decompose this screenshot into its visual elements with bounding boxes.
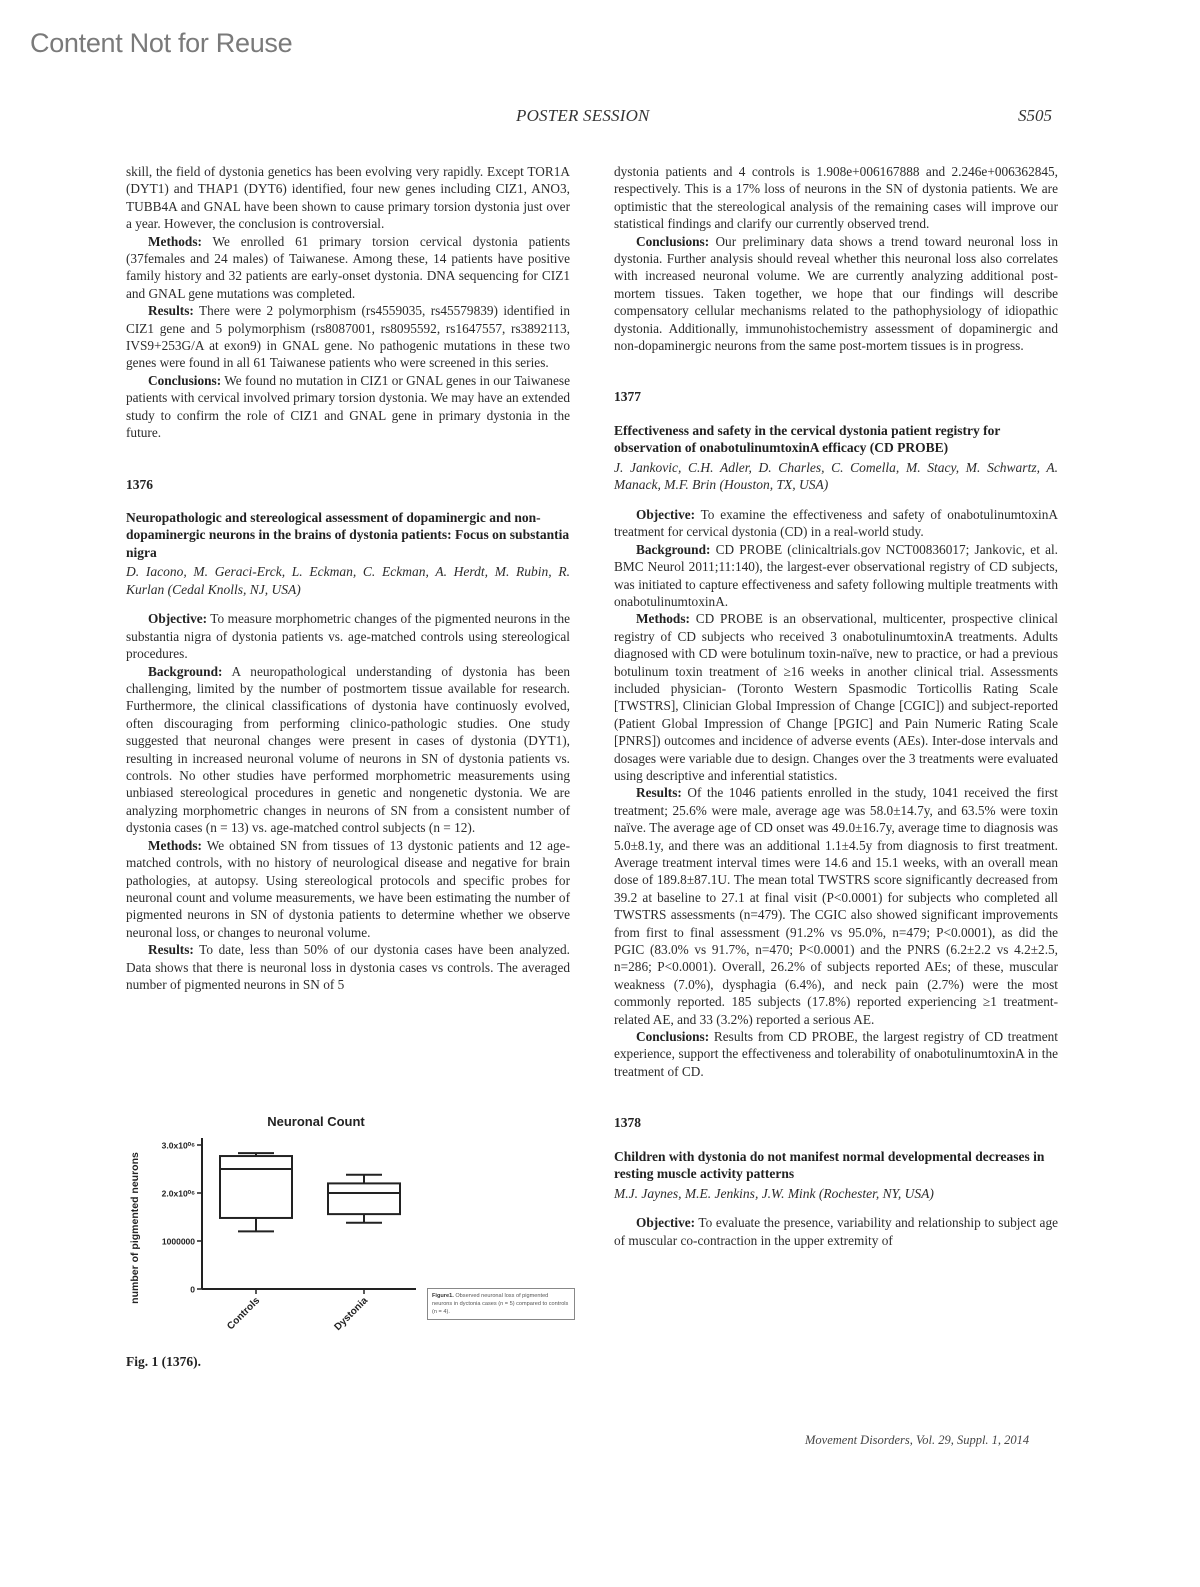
objective-text: To measure morphometric changes of the pigmented neurons in the substantia nigra of dystonia patients vs. age-matched controls using stereological procedures. — [126, 611, 570, 662]
iqr-box — [328, 1183, 400, 1214]
figure-caption: Fig. 1 (1376). — [126, 1354, 201, 1369]
methods-label: Methods: — [636, 611, 690, 627]
conclusions-label: Conclusions: — [148, 372, 222, 388]
conclusions-label: Conclusions: — [636, 1029, 710, 1045]
watermark: Content Not for Reuse — [30, 28, 293, 58]
chart-title: Neuronal Count — [267, 1114, 365, 1129]
objective-label: Objective: — [636, 1215, 696, 1231]
methods-1376 — [126, 837, 570, 941]
continuation-results — [126, 302, 570, 372]
conclusions-1376 — [614, 233, 1058, 355]
continuation-intro: skill, the field of dystonia genetics has been evolving very rapidly. Except TOR1A (DYT1) and THAP1 (DYT6) identified, four new genes including CIZ1, ANO3, TUBB4A and GNAL have been shown to cause primary torsion dystonia just over a year. However, the conclusion is controversial. — [126, 164, 570, 232]
methods-label: Methods: — [148, 837, 202, 853]
objective-text: To evaluate the presence, variability and relationship to subject age of muscular co-contraction in the upper extremity of — [614, 1215, 1058, 1248]
abstract-title-1378: Children with dystonia do not manifest normal developmental decreases in resting muscle activity patterns — [614, 1148, 1045, 1182]
results-label: Results: — [148, 942, 194, 958]
continuation-methods — [126, 233, 570, 303]
results-text: Of the 1046 patients enrolled in the study, 1041 received the first treatment; 25.6% were male, average age was 58.0±14.7y, and 63.5% were toxin naïve. The average age of CD onset was 49.0±16.7y, average time to diagnosis was 5.0±8.1y, and there was an additional 1.1±4.5y from diagnosis to first treatment. Average treatment interval times were 14.6 and 15.1 weeks, with an overall mean dose of 189.8±87.1U. The mean total TWSTRS score significantly decreased from 39.2 at baseline to 27.1 at final visit (P<0.0001) for subjects who completed all TWSTRS assessments (n=479). The CGIC also showed significant improvements from first to final assessment (91.2% vs 95.0%, n=479; P<0.0001), as did the PGIC (83.0% vs 91.7%, n=470; P<0.0001) and the PNRS (6.2±2.2 vs 4.2±2.5, n=286; P<0.0001). Overall, 26.2% of subjects reported AEs; of these, muscular weakness (7.0%), dysphagia (6.4%), and neck pain (2.7%) were the most commonly reported. 185 subjects (17.8%) reported experiencing ≥1 treatment-related AE, and 33 (3.2%) reported a serious AE. — [614, 785, 1058, 1027]
section-title: POSTER SESSION — [516, 106, 650, 125]
box-controls — [220, 1153, 292, 1231]
x-tick-label: Dystonia — [332, 1295, 371, 1333]
box-plot-chart — [126, 1108, 586, 1358]
results-text: There were 2 polymorphism (rs4559035, rs45579839) identified in CIZ1 gene and 5 polymorphism (rs8087001, rs8095592, rs1647557, rs3892113, IVS9+253G/A at exon9) in GNAL gene. No pathogenic mutations in these two genes were found in all 61 Taiwanese patients who were screened in this series. — [126, 303, 570, 371]
objective-label: Objective: — [636, 506, 696, 522]
figure-note-label: Figure1. — [432, 1293, 454, 1299]
background-text: A neuropathological understanding of dystonia has been challenging, limited by the number of postmortem tissue available for research. Furthermore, the clinical classifications of dystonia have continuosly evolved, often discouraging from performing clinico-pathologic studies. One study suggested that neuronal changes were present in cases of dystonia (DYT1), resulting in increased neuronal volume of neurons in SN of dystonia patients vs. controls. No other studies have performed morphometric measurements using unbiased stereological procedures in genetic and nongenetic dystonia. We are analyzing morphometric changes in neurons of SN from a consistent number of dystonia cases (n = 13) vs. age-matched control subjects (n = 12). — [126, 663, 570, 836]
conclusions-text: Our preliminary data shows a trend toward neuronal loss in dystonia. Further analysis should reveal whether this neuronal loss also correlates with increased neuronal volume. We are currently analyzing additional post-mortem tissues. Taken together, we hope that our findings will describe compensatory cellular mechanisms related to the pathophysiology of idiopathic dystonia. Additionally, immunohistochemistry assessment of dopaminergic and non-dopaminergic neurons from the same post-mortem tissues is in progress. — [614, 233, 1058, 354]
x-tick-label: Controls — [225, 1295, 263, 1333]
background-text: CD PROBE (clinicaltrials.gov NCT00836017; Jankovic, et al. BMC Neurol 2011;11:140), the largest-ever observational registry of CD subjects, was initiated to capture effectiveness and safety following multiple treatments with onabotulinumtoxinA. — [614, 541, 1058, 609]
journal-footer: Movement Disorders, Vol. 29, Suppl. 1, 2014 — [805, 1433, 1030, 1447]
results-text: To date, less than 50% of our dystonia cases have been analyzed. Data shows that there is neuronal loss in dystonia cases vs controls. The averaged number of pigmented neurons in SN of 5 — [126, 942, 570, 992]
background-1377 — [614, 541, 1058, 611]
objective-1376 — [126, 610, 570, 662]
background-label: Background: — [148, 663, 223, 679]
abstract-title-1377: Effectiveness and safety in the cervical dystonia patient registry for observation of onabotulinumtoxinA efficacy (CD PROBE) — [614, 422, 1001, 456]
background-label: Background: — [636, 541, 711, 557]
abstract-authors-1377: J. Jankovic, C.H. Adler, D. Charles, C. Comella, M. Stacy, M. Schwartz, A. Manack, M.F. Brin (Houston, TX, USA) — [614, 459, 1058, 493]
methods-text: CD PROBE is an observational, multicenter, prospective clinical registry of CD subjects who received 3 onabotulinumtoxinA treatments. Adults diagnosed with CD were botulinum toxin-naïve, new to practice, or had a previous botulinum toxin treatment of ≥16 weeks in another clinical trial. Assessments included physician- (Toronto Western Spasmodic Torticollis Rating Scale [TWSTRS], Clinician Global Impression of Change [CGIC]) and subject-reported (Patient Global Impression of Change [PGIC] and Pain Numeric Rating Scale [PNRS]) outcomes and incidence of adverse events (AEs). Inter-dose intervals and dosages were variable due to design. Changes over the 3 treatments were evaluated using descriptive and inferential statistics. — [614, 611, 1058, 783]
y-tick-label: 1000000 — [161, 1236, 195, 1247]
figure-note-box — [427, 1288, 575, 1320]
abstract-number-1378: 1378 — [614, 1115, 641, 1131]
methods-text: We obtained SN from tissues of 13 dystonic patients and 12 age-matched controls, with no history of neurological disease and negative for brain pathologies, at autopsy. Using stereological protocols and specific probes for neuronal count and volume measurements, we have been estimating the number of pigmented neurons in SN of dystonia patients to determine whether we observe neuronal loss, or changes to neuronal volume. — [126, 837, 570, 940]
results-1376 — [126, 941, 570, 993]
conclusions-label: Conclusions: — [636, 233, 710, 249]
conclusions-text: We found no mutation in CIZ1 or GNAL genes in our Taiwanese patients with cervical involved primary torsion dystonia. We may have an extended study to confirm the role of CIZ1 and GNAL gene in primary dystonia in the future. — [126, 372, 570, 441]
box-dystonia — [328, 1175, 400, 1223]
right-column — [614, 163, 1058, 1249]
methods-text: We enrolled 61 primary torsion cervical dystonia patients (37females and 24 males) of Taiwanese. Among these, 14 patients have positive family history and 32 patients are early-onset dystonia. DNA sequencing for CIZ1 and GNAL gene mutations was completed. — [126, 233, 570, 301]
results-label: Results: — [148, 303, 194, 319]
abstract-number-1377: 1377 — [614, 389, 641, 405]
results-label: Results: — [636, 785, 682, 801]
abstract-number-1376: 1376 — [126, 476, 153, 492]
y-tick-label: 2.0x10⁰⁶ — [161, 1188, 195, 1199]
continuation-results-1376: dystonia patients and 4 controls is 1.908e+006167888 and 2.246e+006362845, respectively. This is a 17% loss of neurons in the SN of dystonia patients. We are optimistic that the stereological analysis of the remaining cases will improve our statistical findings and clarify our currently observed trend. — [614, 164, 1058, 232]
y-tick-label: 0 — [190, 1284, 195, 1295]
abstract-authors-1378: M.J. Jaynes, M.E. Jenkins, J.W. Mink (Rochester, NY, USA) — [614, 1185, 934, 1201]
methods-1377 — [614, 610, 1058, 784]
results-1377 — [614, 784, 1058, 1028]
conclusions-1377 — [614, 1028, 1058, 1080]
page-number: S505 — [1018, 106, 1052, 125]
y-tick-label: 3.0x10⁰⁶ — [161, 1140, 195, 1151]
objective-label: Objective: — [148, 611, 208, 627]
figure-note-text: Observed neuronal loss of pigmented neurons in dyctonia cases (n = 5) compared to controls (n = 4). — [432, 1293, 569, 1315]
objective-text: To examine the effectiveness and safety of onabotulinumtoxinA treatment for cervical dystonia (CD) in a real-world study. — [614, 506, 1058, 540]
continuation-conclusions — [126, 372, 570, 442]
objective-1378 — [614, 1214, 1058, 1249]
iqr-box — [220, 1156, 292, 1218]
abstract-title-1376: Neuropathologic and stereological assessment of dopaminergic and non-dopaminergic neurons in the brains of dystonia patients: Focus on substantia nigra — [126, 509, 570, 560]
figure-neuronal-count — [126, 1108, 586, 1378]
abstract-authors-1376: D. Iacono, M. Geraci-Erck, L. Eckman, C. Eckman, A. Herdt, M. Rubin, R. Kurlan (Cedal Knolls, NJ, USA) — [126, 564, 570, 597]
y-axis-label: number of pigmented neurons — [129, 1152, 141, 1304]
background-1376 — [126, 663, 570, 837]
objective-1377 — [614, 506, 1058, 541]
methods-label: Methods: — [148, 233, 202, 249]
conclusions-text: Results from CD PROBE, the largest registry of CD treatment experience, support the effectiveness and tolerability of onabotulinumtoxinA in the treatment of CD. — [614, 1029, 1058, 1079]
left-column — [126, 163, 570, 993]
